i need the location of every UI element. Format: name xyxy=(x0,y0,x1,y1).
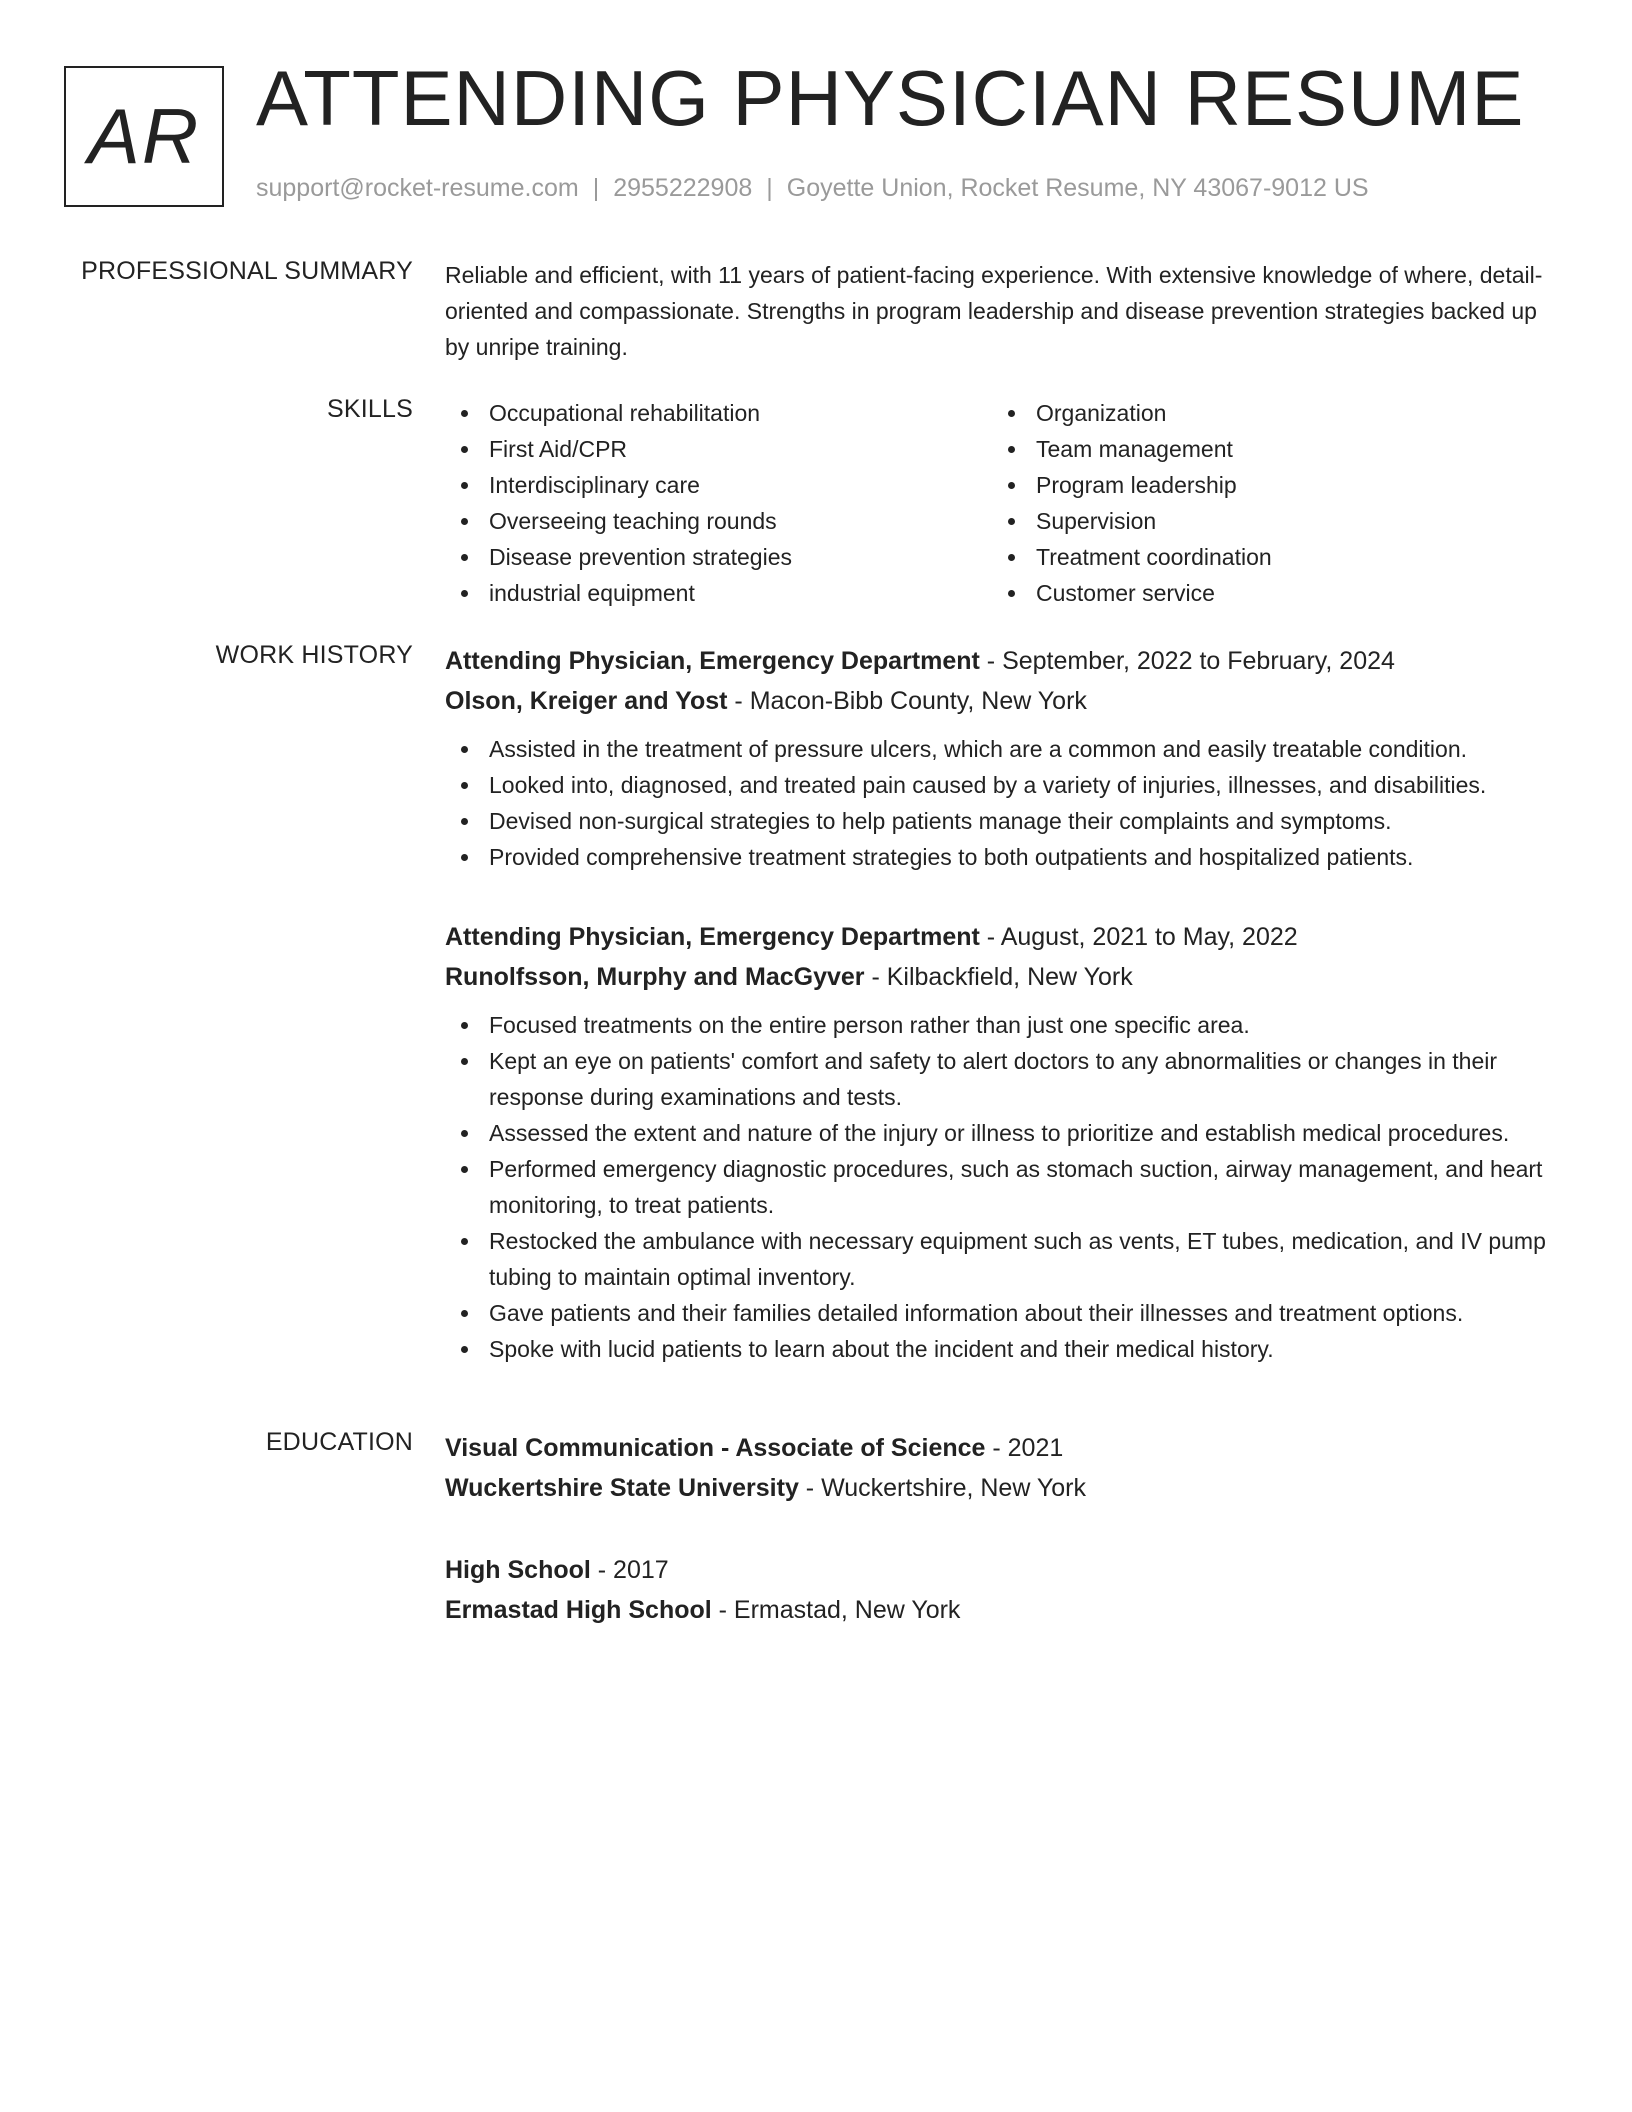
skills-label: SKILLS xyxy=(327,395,413,423)
contact-email: support@rocket-resume.com xyxy=(256,174,579,202)
job-company: Runolfsson, Murphy and MacGyver xyxy=(445,963,865,991)
skills-columns xyxy=(445,395,1565,611)
skill-item: industrial equipment xyxy=(445,575,992,611)
school-location: - Ermastad, New York xyxy=(711,1596,961,1624)
summary-text: Reliable and efficient, with 11 years of patient-facing experience. With extensive knowledge of where, detail-oriented and compassionate. Strengths in program leadership and disease prevention strategies backed up by unripe training. xyxy=(445,262,1543,360)
skill-item: Overseeing teaching rounds xyxy=(445,503,992,539)
job-location: - Macon-Bibb County, New York xyxy=(727,687,1087,715)
job-title: Attending Physician, Emergency Department xyxy=(445,647,980,675)
education-entries xyxy=(445,1428,1565,1630)
job-title-line xyxy=(445,641,1565,681)
school: Wuckertshire State University xyxy=(445,1474,799,1502)
job-bullet: Assisted in the treatment of pressure ulcers, which are a common and easily treatable condition. xyxy=(445,731,1565,767)
degree-year: - 2021 xyxy=(985,1434,1064,1462)
skill-item: Disease prevention strategies xyxy=(445,539,992,575)
education-label: EDUCATION xyxy=(265,1428,413,1456)
work-label: WORK HISTORY xyxy=(215,641,413,669)
education-entry xyxy=(445,1550,1565,1630)
job-bullet: Devised non-surgical strategies to help patients manage their complaints and symptoms. xyxy=(445,803,1565,839)
contact-separator: | xyxy=(592,174,600,202)
skill-item: Customer service xyxy=(992,575,1539,611)
job-bullet: Focused treatments on the entire person rather than just one specific area. xyxy=(445,1007,1565,1043)
contact-phone: 2955222908 xyxy=(613,174,753,202)
monogram-box xyxy=(64,66,224,207)
job-bullet: Provided comprehensive treatment strategies to both outpatients and hospitalized patients. xyxy=(445,839,1565,875)
job-bullet: Performed emergency diagnostic procedures, such as stomach suction, airway management, and heart monitoring, to treat patients. xyxy=(445,1151,1565,1223)
degree-year: - 2017 xyxy=(590,1556,669,1584)
monogram-initials: AR xyxy=(87,92,201,180)
job-bullet: Looked into, diagnosed, and treated pain caused by a variety of injuries, illnesses, and disabilities. xyxy=(445,767,1565,803)
job-company: Olson, Kreiger and Yost xyxy=(445,687,728,715)
job-bullet: Restocked the ambulance with necessary equipment such as vents, ET tubes, medication, and IV pump tubing to maintain optimal inventory. xyxy=(445,1223,1565,1295)
job-title: Attending Physician, Emergency Department xyxy=(445,923,980,951)
degree-line xyxy=(445,1550,1565,1590)
job-company-line xyxy=(445,957,1565,997)
degree-line xyxy=(445,1428,1565,1468)
job-entry xyxy=(445,917,1565,1367)
school-line xyxy=(445,1468,1565,1508)
skill-item: Program leadership xyxy=(992,467,1539,503)
skill-item: First Aid/CPR xyxy=(445,431,992,467)
job-bullet: Kept an eye on patients' comfort and safety to alert doctors to any abnormalities or changes in their response during examinations and tests. xyxy=(445,1043,1565,1115)
job-location: - Kilbackfield, New York xyxy=(864,963,1133,991)
job-dates: - August, 2021 to May, 2022 xyxy=(979,923,1298,951)
job-title-line xyxy=(445,917,1565,957)
job-bullet: Gave patients and their families detailed information about their illnesses and treatment options. xyxy=(445,1295,1565,1331)
education-entry xyxy=(445,1428,1565,1508)
job-bullet: Spoke with lucid patients to learn about the incident and their medical history. xyxy=(445,1331,1565,1367)
job-company-line xyxy=(445,681,1565,721)
resume-title: ATTENDING PHYSICIAN RESUME xyxy=(256,54,1525,142)
skill-item: Interdisciplinary care xyxy=(445,467,992,503)
job-bullet: Assessed the extent and nature of the injury or illness to prioritize and establish medical procedures. xyxy=(445,1115,1565,1151)
skill-item: Organization xyxy=(992,395,1539,431)
skill-item: Occupational rehabilitation xyxy=(445,395,992,431)
job-bullets xyxy=(445,731,1565,875)
degree: Visual Communication - Associate of Science xyxy=(445,1434,986,1462)
work-entries xyxy=(445,641,1565,1367)
skill-item: Team management xyxy=(992,431,1539,467)
job-bullets xyxy=(445,1007,1565,1367)
school-line xyxy=(445,1590,1565,1630)
contact-separator: | xyxy=(766,174,773,202)
school: Ermastad High School xyxy=(445,1596,712,1624)
job-entry xyxy=(445,641,1565,875)
skills-list-right xyxy=(992,395,1539,611)
contact-address: Goyette Union, Rocket Resume, NY 43067-9012 US xyxy=(786,174,1369,202)
skill-item: Supervision xyxy=(992,503,1539,539)
skill-item: Treatment coordination xyxy=(992,539,1539,575)
contact-line xyxy=(256,174,1369,203)
job-dates: - September, 2022 to February, 2024 xyxy=(979,647,1395,675)
degree: High School xyxy=(445,1556,591,1584)
summary-label: PROFESSIONAL SUMMARY xyxy=(81,257,413,285)
school-location: - Wuckertshire, New York xyxy=(798,1474,1086,1502)
skills-list-left xyxy=(445,395,992,611)
